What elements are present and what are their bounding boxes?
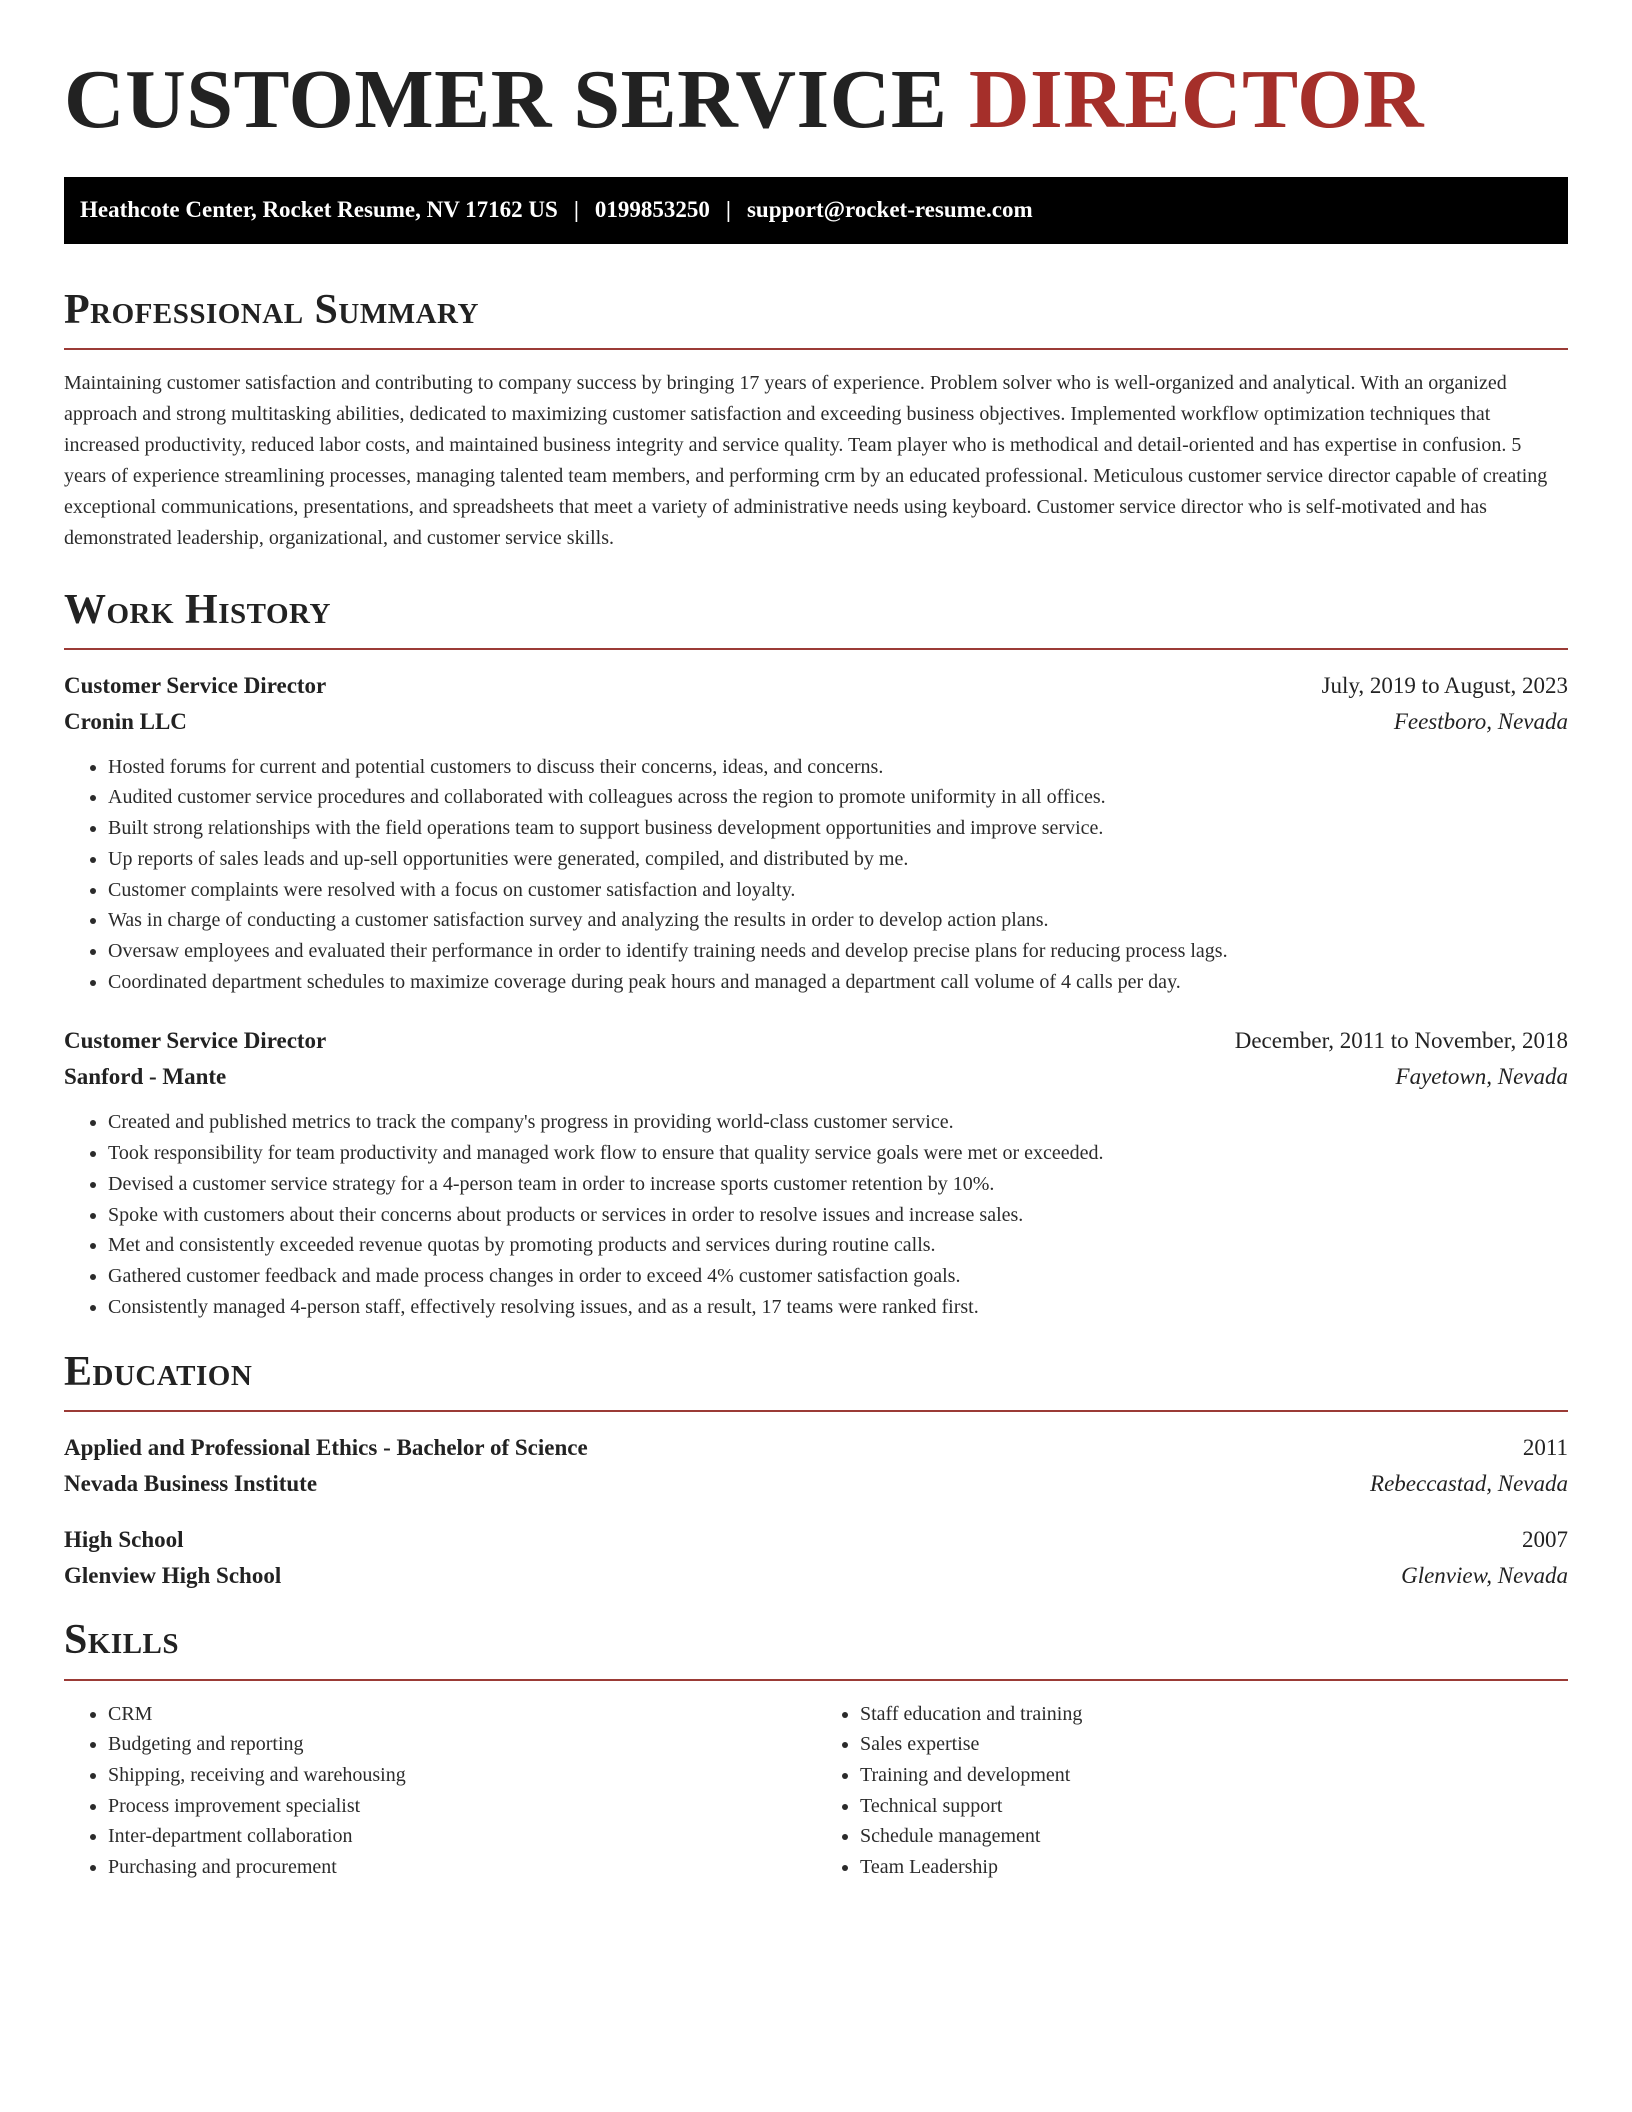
job-header-row: [64, 668, 1568, 704]
job-title: Customer Service Director: [64, 672, 327, 698]
skill-item: • Shipping, receiving and warehousing: [108, 1760, 816, 1791]
list-item: • Oversaw employees and evaluated their performance in order to identify training needs and develop precise plans for reducing process lags.: [108, 936, 1568, 967]
job-company: Sanford - Mante: [64, 1064, 227, 1090]
list-item: • Gathered customer feedback and made process changes in order to exceed 4% customer satisfaction goals.: [108, 1261, 1568, 1292]
section-title: Skills: [64, 1617, 180, 1664]
job-company-row: [64, 1059, 1568, 1095]
skill-item: • Schedule management: [860, 1821, 1568, 1852]
education-year: 2011: [1522, 1435, 1568, 1461]
job-dates: December, 2011 to November, 2018: [1234, 1028, 1568, 1054]
section-title: Work History: [64, 586, 331, 633]
education-entry: [64, 1430, 1568, 1502]
education-degree: Applied and Professional Ethics - Bachelor of Science: [64, 1435, 588, 1461]
name-accent: DIRECTOR: [968, 53, 1425, 146]
list-item: • Created and published metrics to track the company's progress in providing world-class customer service.: [108, 1107, 1568, 1138]
summary-section: [64, 288, 1568, 554]
job-title: Customer Service Director: [64, 1028, 327, 1054]
education-school-row: [64, 1466, 1568, 1502]
education-school: Glenview High School: [64, 1563, 282, 1589]
skill-item: • Technical support: [860, 1791, 1568, 1822]
section-title: Professional Summary: [64, 286, 479, 333]
skills-list: [64, 1699, 816, 1883]
list-item: • Was in charge of conducting a customer satisfaction survey and analyzing the results in order to develop action plans.: [108, 905, 1568, 936]
skill-item: • Training and development: [860, 1760, 1568, 1791]
list-item: • Hosted forums for current and potential customers to discuss their concerns, ideas, and concerns.: [108, 752, 1568, 783]
resume-name: [64, 52, 1568, 149]
job-bullets: [64, 1107, 1568, 1322]
education-year: 2007: [1522, 1527, 1568, 1553]
job-company: Cronin LLC: [64, 708, 187, 734]
name-primary: CUSTOMER SERVICE: [64, 53, 948, 146]
education-location: Rebeccastad, Nevada: [1370, 1471, 1568, 1497]
skills-section: [64, 1618, 1568, 1882]
list-item: • Coordinated department schedules to maximize coverage during peak hours and managed a department call volume of 4 calls per day.: [108, 967, 1568, 998]
job-bullets: [64, 752, 1568, 998]
list-item: • Met and consistently exceeded revenue quotas by promoting products and services during routine calls.: [108, 1230, 1568, 1261]
list-item: • Devised a customer service strategy for a 4-person team in order to increase sports customer retention by 10%.: [108, 1169, 1568, 1200]
list-item: • Up reports of sales leads and up-sell opportunities were generated, compiled, and distributed by me.: [108, 844, 1568, 875]
list-item: • Audited customer service procedures and collaborated with colleagues across the region to promote uniformity in all offices.: [108, 782, 1568, 813]
skill-item: • Purchasing and procurement: [108, 1852, 816, 1883]
summary-text: Maintaining customer satisfaction and contributing to company success by bringing 17 years of experience. Problem solver who is well-organized and analytical. With an organized approach and strong multitasking abilities, dedicated to maximizing customer satisfaction and exceeding business objectives. Implemented workflow optimization techniques that increased productivity, reduced labor costs, and maintained business integrity and service quality. Team player who is methodical and detail-oriented and has expertise in confusion. 5 years of experience streamlining processes, managing talented team members, and performing crm by an educated professional. Meticulous customer service director capable of creating exceptional communications, presentations, and spreadsheets that meet a variety of administrative needs using keyboard. Customer service director who is self-motivated and has demonstrated leadership, organizational, and customer service skills.: [64, 371, 1548, 549]
skill-item: • Budgeting and reporting: [108, 1729, 816, 1760]
job-entry: [64, 668, 1568, 998]
skills-column-right: [816, 1699, 1568, 1883]
skill-item: • Process improvement specialist: [108, 1791, 816, 1822]
skills-list: [816, 1699, 1568, 1883]
education-section: [64, 1350, 1568, 1594]
job-entry: [64, 1023, 1568, 1322]
job-company-row: [64, 704, 1568, 740]
skill-item: • CRM: [108, 1699, 816, 1730]
section-title: Education: [64, 1349, 253, 1396]
job-header-row: [64, 1023, 1568, 1059]
contact-address: Heathcote Center, Rocket Resume, NV 17162 US: [80, 197, 558, 223]
education-entry: [64, 1522, 1568, 1594]
education-degree: High School: [64, 1527, 184, 1553]
education-header-row: [64, 1522, 1568, 1558]
skill-item: • Sales expertise: [860, 1729, 1568, 1760]
list-item: • Customer complaints were resolved with a focus on customer satisfaction and loyalty.: [108, 875, 1568, 906]
contact-separator: |: [725, 197, 731, 223]
job-dates: July, 2019 to August, 2023: [1321, 672, 1568, 698]
job-location: Fayetown, Nevada: [1395, 1064, 1568, 1090]
section-divider: [64, 348, 1568, 350]
work-history-section: [64, 588, 1568, 1323]
contact-phone: 0199853250: [594, 197, 710, 223]
skills-column-left: [64, 1699, 816, 1883]
education-location: Glenview, Nevada: [1401, 1563, 1568, 1589]
skill-item: • Staff education and training: [860, 1699, 1568, 1730]
contact-separator: |: [573, 197, 579, 223]
skills-grid: [64, 1699, 1568, 1883]
skill-item: • Inter-department collaboration: [108, 1821, 816, 1852]
list-item: • Took responsibility for team productivity and managed work flow to ensure that quality service goals were met or exceeded.: [108, 1138, 1568, 1169]
list-item: • Spoke with customers about their concerns about products or services in order to resolve issues and increase sales.: [108, 1200, 1568, 1231]
job-location: Feestboro, Nevada: [1393, 708, 1568, 734]
section-divider: [64, 1410, 1568, 1412]
education-school-row: [64, 1558, 1568, 1594]
list-item: • Consistently managed 4-person staff, effectively resolving issues, and as a result, 17 teams were ranked first.: [108, 1292, 1568, 1323]
contact-email[interactable]: support@rocket-resume.com: [746, 197, 1033, 223]
education-school: Nevada Business Institute: [64, 1471, 318, 1497]
list-item: • Built strong relationships with the field operations team to support business development opportunities and improve service.: [108, 813, 1568, 844]
education-header-row: [64, 1430, 1568, 1466]
section-divider: [64, 1679, 1568, 1681]
section-divider: [64, 648, 1568, 650]
contact-bar: [64, 177, 1568, 244]
skill-item: • Team Leadership: [860, 1852, 1568, 1883]
